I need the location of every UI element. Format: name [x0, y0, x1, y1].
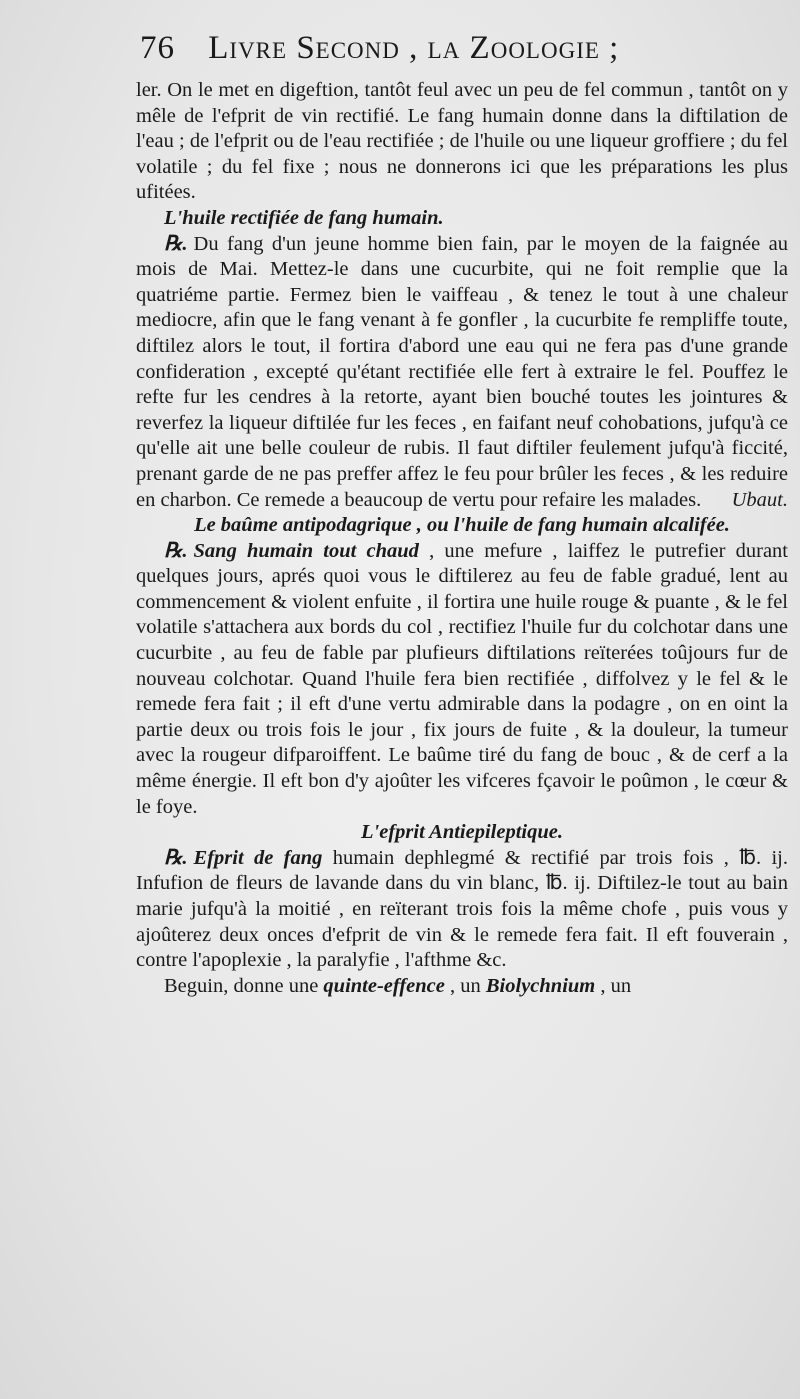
- paragraph: ler. On le met en digeftion, tantôt feul avec un peu de fel commun , tantôt on y mêle de l'efprit de vin rectifié. Le fang humain donne dans la diftilation de l'eau ; de l'efprit ou de l'eau rectifiée ; de l'huile ou une liqueur groffiere ; du fel volatile ; du fel fixe ; nous ne donnerons ici que les préparations les plus ufitées.: [136, 79, 788, 204]
- paragraph-text: Beguin, donne une: [164, 974, 319, 997]
- section-heading: L'efprit Antiepileptique.: [361, 821, 563, 844]
- paragraph-text: , un: [600, 974, 632, 997]
- section-heading: L'huile rectifiée de fang humain.: [164, 206, 444, 229]
- running-title: Livre Second , la Zoologie ;: [208, 30, 620, 66]
- recipe-symbol: ℞.: [164, 539, 188, 562]
- source-citation: Ubaut.: [731, 488, 788, 511]
- paragraph: [136, 846, 788, 974]
- running-header: [140, 30, 780, 82]
- section-heading: Le baûme antipodagrique , ou l'huile de fang humain alcalifée.: [194, 514, 730, 537]
- recipe-symbol: ℞.: [164, 232, 188, 255]
- body-text: [136, 78, 788, 999]
- paragraph-text: humain dephlegmé & rectifié par trois fois , ℔. ij. Infufion de fleurs de lavande dans du vin blanc, ℔. ij. Diftilez-le tout au bain marie jufqu'à la moitié , en reïterant trois fois la même chofe , puis vous y ajoûterez deux onces d'efprit de vin & le remede fera fait. Il eft fouverain , contre l'apoplexie , la paralyfie , l'afthme &c.: [136, 846, 788, 972]
- paragraph-text: , une mefure , laiffez le putrefier durant quelques jours, aprés quoi vous le diftilerez au feu de fable gradué, lent au commencement & violent enfuite , il fortira une huile rouge & puante , & le fel volatile s'attachera aux bords du col , rectifiez l'huile fur du colchotar dans une cucurbite , au feu de fable par plufieurs diftilations reïterées toûjours fur de nouveau colchotar. Quand l'huile fera bien rectifiée , diffolvez y le fel & le remede fera fait ; il eft d'une vertu admirable dans la podagre , on en oint la partie deux ou trois fois le jour , fix jours de fuite , & la douleur, la tumeur avec la rougeur difparoiffent. Le baûme tiré du fang de bouc , & de cerf a la même énergie. Il eft bon d'y ajoûter les vifceres fçavoir le poûmon , le cœur & le foye.: [136, 539, 789, 818]
- term: Biolychnium: [485, 974, 596, 997]
- paragraph: [136, 974, 788, 1000]
- ingredient-lead: Sang humain tout chaud: [193, 539, 419, 562]
- term: quinte-effence: [323, 974, 445, 997]
- recipe-symbol: ℞.: [164, 846, 188, 869]
- paragraph-text: Du fang d'un jeune homme bien fain, par le moyen de la faignée au mois de Mai. Mettez-le dans une cucurbite, qui ne foit remplie que la quatriéme partie. Fermez bien le vaiffeau , & tenez le tout à une chaleur mediocre, afin que le fang venant à fe gonfler , la cucurbite fe rempliffe toute, diftilez alors le tout, il fortira d'abord une eau qui ne fera pas d'une grande confideration , excepté qu'étant rectifiée elle fert à extraire le fel. Pouffez le refte fur les cendres à la retorte, ayant bien bouché toutes les jointures & reverfez la liqueur diftilée fur les feces , en faifant neuf cohobations, jufqu'à ce qu'elle ait une belle couleur de rubis. Il faut diftiler feulement jufqu'à ficcité, prenant garde de ne pas preffer affez le feu pour brûler les feces , & les reduire en charbon. Ce remede a beaucoup de vertu pour refaire les malades.: [136, 232, 788, 511]
- page-number: 76: [140, 30, 175, 66]
- paragraph: [136, 539, 788, 821]
- ingredient-lead: Efprit de fang: [193, 846, 323, 869]
- paragraph-text: , un: [450, 974, 481, 997]
- paragraph: [136, 232, 788, 514]
